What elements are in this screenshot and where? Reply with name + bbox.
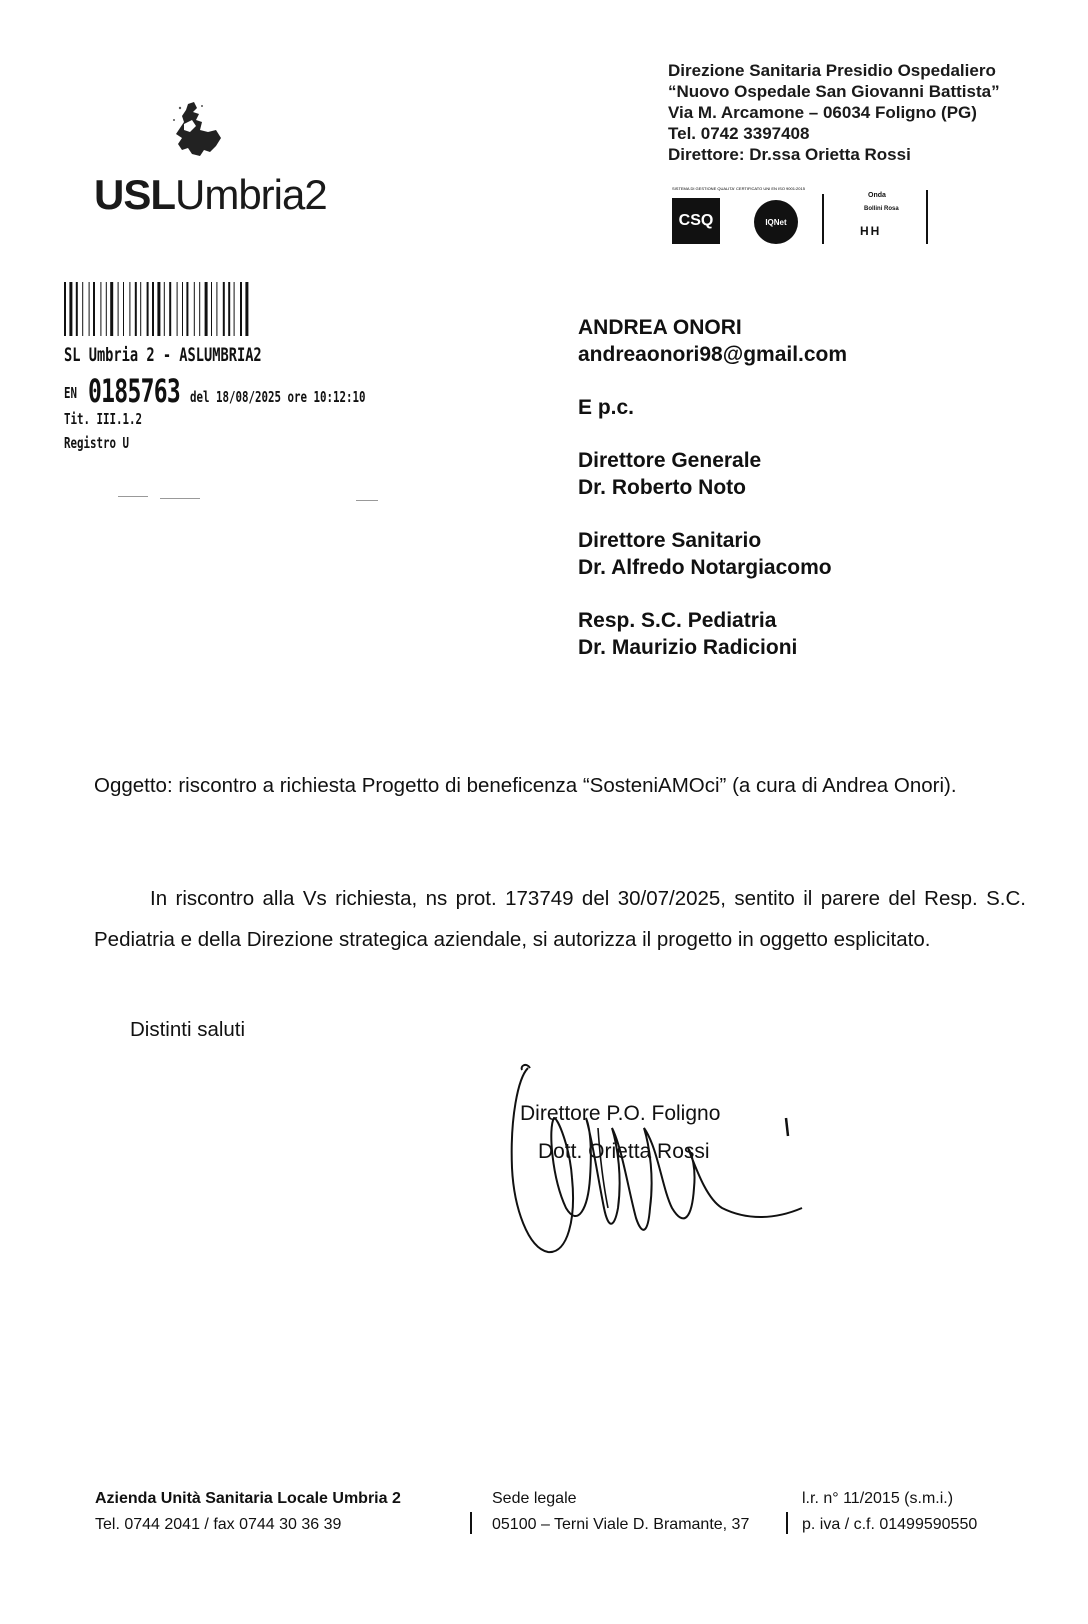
barcode-bar <box>76 282 78 336</box>
barcode-bar <box>199 282 200 336</box>
footer-organization <box>95 1486 401 1538</box>
barcode-bar <box>129 282 130 336</box>
barcode-bar <box>157 282 160 336</box>
scan-mark <box>160 498 200 499</box>
barcode-bar <box>106 282 107 336</box>
protocol-registro: Registro U <box>64 434 130 452</box>
signatory-name: Dott. Orietta Rossi <box>538 1140 710 1163</box>
barcode-bar <box>182 282 183 336</box>
barcode-bar <box>234 282 235 336</box>
recipient-name-3: Dr. Maurizio Radicioni <box>578 636 798 659</box>
barcode-bar <box>240 282 242 336</box>
barcode-bar <box>89 282 90 336</box>
barcode-bar <box>216 282 217 336</box>
recipient-role-1: Direttore Generale <box>578 449 762 472</box>
barcode-bar <box>186 282 188 336</box>
header-line-3: Via M. Arcamone – 06034 Foligno (PG) <box>668 103 977 122</box>
recipient-role-3: Resp. S.C. Pediatria <box>578 609 777 632</box>
protocol-number: 0185763 <box>88 372 181 410</box>
iqnet-logo: IQNet <box>754 200 798 244</box>
scan-mark <box>118 496 148 497</box>
header-line-1: Direzione Sanitaria Presidio Ospedaliero <box>668 61 996 80</box>
hospital-header <box>668 60 1000 165</box>
logo-text-bold: USL <box>94 171 175 218</box>
barcode-bar <box>147 282 149 336</box>
recipient-name-1: Dr. Roberto Noto <box>578 476 746 499</box>
bollini-rosa-logo <box>832 190 928 244</box>
barcode-bar <box>223 282 225 336</box>
letter-body: In riscontro alla Vs richiesta, ns prot. 173749 del 30/07/2025, sentito il parere del Resp. S.C. Pediatria e della Direzione strategica aziendale, si autorizza il progetto in oggetto esplicitato. <box>94 887 1026 951</box>
barcode-bar <box>100 282 101 336</box>
barcode-bar <box>123 282 124 336</box>
letter-subject: Oggetto: riscontro a richiesta Progetto di beneficenza “SosteniAMOci” (a cura di Andrea Onori). <box>94 774 957 797</box>
footer-legal <box>802 1486 977 1538</box>
certification-logos <box>672 186 928 248</box>
handwritten-signature <box>508 1058 818 1258</box>
barcode-bar <box>164 282 165 336</box>
recipient-name-2: Dr. Alfredo Notargiacomo <box>578 556 832 579</box>
barcode-bar <box>228 282 230 336</box>
barcode-bar <box>69 282 72 336</box>
header-line-2: “Nuovo Ospedale San Giovanni Battista” <box>668 82 1000 101</box>
protocol-titolo: Tit. III.1.2 <box>64 410 143 428</box>
barcode-bar <box>82 282 83 336</box>
protocol-barcode <box>64 282 332 336</box>
barcode-bar <box>177 282 178 336</box>
logo-text-regular: Umbria2 <box>175 171 327 218</box>
barcode-bar <box>135 282 137 336</box>
footer-sede <box>492 1486 749 1538</box>
barcode-bar <box>245 282 248 336</box>
epc-label: E p.c. <box>578 396 635 419</box>
header-line-5: Direttore: Dr.ssa Orietta Rossi <box>668 145 911 164</box>
footer-tax: p. iva / c.f. 01499590550 <box>802 1516 978 1533</box>
recipients-block <box>578 314 847 661</box>
barcode-bar <box>152 282 154 336</box>
footer-divider <box>470 1512 472 1534</box>
certification-caption: SISTEMA DI GESTIONE QUALITA' CERTIFICATO UNI EN ISO 9001:2015 <box>672 186 805 191</box>
bollini-org: Onda <box>868 192 886 199</box>
barcode-bar <box>64 282 66 336</box>
barcode-bar <box>205 282 208 336</box>
recipient-email: andreaonori98@gmail.com <box>578 343 848 366</box>
protocol-datetime: del 18/08/2025 ore 10:12:10 <box>190 388 366 406</box>
footer-divider <box>786 1512 788 1534</box>
bollini-marks: HH <box>860 224 882 238</box>
scan-mark <box>356 500 378 501</box>
footer-org-name: Azienda Unità Sanitaria Locale Umbria 2 <box>95 1490 401 1507</box>
csq-logo: CSQ <box>672 198 720 244</box>
footer-sede-address: 05100 – Terni Viale D. Bramante, 37 <box>492 1516 750 1533</box>
usl-umbria2-logo <box>94 172 327 218</box>
barcode-bar <box>118 282 119 336</box>
closing-salutation: Distinti saluti <box>130 1018 246 1041</box>
footer-law: l.r. n° 11/2015 (s.m.i.) <box>802 1490 954 1507</box>
barcode-bar <box>110 282 113 336</box>
barcode-bar <box>93 282 95 336</box>
cert-divider <box>822 194 824 244</box>
footer-sede-label: Sede legale <box>492 1490 577 1507</box>
signatory-title: Direttore P.O. Foligno <box>520 1102 721 1125</box>
barcode-bar <box>140 282 141 336</box>
protocol-en: EN <box>64 384 78 402</box>
footer-contacts: Tel. 0744 2041 / fax 0744 30 36 39 <box>95 1516 342 1533</box>
header-line-4: Tel. 0742 3397408 <box>668 124 810 143</box>
barcode-bar <box>211 282 212 336</box>
barcode-bar <box>194 282 195 336</box>
recipient-name: ANDREA ONORI <box>578 316 742 339</box>
barcode-bar <box>169 282 171 336</box>
protocol-asl: SL Umbria 2 - ASLUMBRIA2 <box>64 344 262 366</box>
recipient-role-2: Direttore Sanitario <box>578 529 762 552</box>
bollini-name: Bollini Rosa <box>864 206 899 212</box>
umbria-region-map-icon <box>166 100 226 170</box>
